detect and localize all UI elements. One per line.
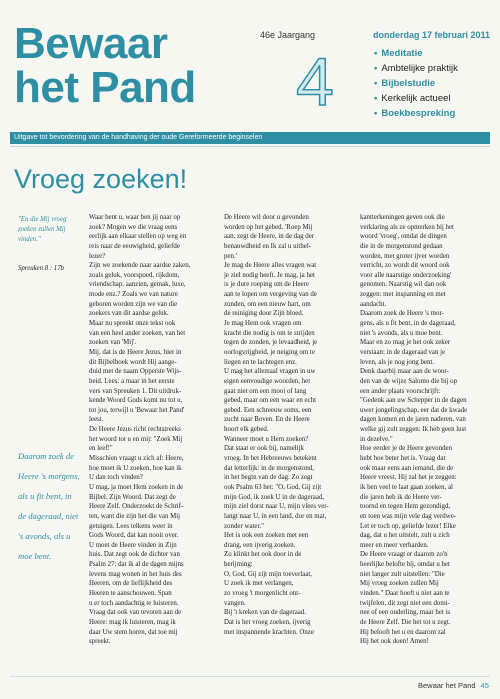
text-line: die jaren heb ik de Heere ver- [360,493,442,501]
text-line: voor alle naarstige onderzoeking' [360,271,452,279]
text-line: je ziel nodig heeft. Je mag, ja het [224,271,315,279]
text-line: Wanneer moet u Hem zoeken? [224,435,309,443]
text-line: vriendschap, aanzien, gemak, luxe, [89,281,186,289]
masthead-banner: Uitgave tot bevordering van de handhaving der oude Gereformeerde beginselen [10,132,490,144]
divider [10,146,490,147]
text-line: ik ben veel te laat gaan zoeken, al [360,483,453,491]
text-line: Heere vreest. Hij zal het je zeggen: [360,474,457,482]
text-line: hoe moet ik U zoeken, hoe kan ik [89,464,182,472]
text-line: getuigen. Lees telkens weer in [89,522,173,530]
text-line: het woord tot u en mij: "Zoek Mij [89,435,183,443]
text-line: ten, want die zijn het die van Mij [89,512,181,520]
text-line: ook Psalm 63 het: "O, God, Gij zijt [224,483,322,491]
text-line: dagen komen en de jaren naderen, van [360,416,466,424]
text-line: Waar bent u, waar ben jij naar op [89,214,181,221]
text-line: Daarom zoek de Heere 's mor- [360,310,444,318]
verse-reference: Spreuken 8 : 17b [18,265,64,272]
text-line: dat letterlijk: in de morgenstond, [224,464,315,472]
text-line: tot jou, terwijl u 'Bewaar het Pand' [89,406,185,414]
text-line: verstaan: in de dageraad van je [360,348,446,356]
text-line: zeggen: met inspanning en met [360,291,446,299]
text-line: twijfelen, dit zegt niet een domi- [360,599,450,607]
topic-item [374,106,458,121]
text-line: drang, een ijverig zoeken. [224,541,296,549]
topic-item [374,46,458,61]
text-line: toornd en tegen Hem gezondigd, [360,503,451,511]
text-line: Misschien vraagt u zich af: Heere, [89,455,184,463]
text-line: zucht naar Boven. En de Heere [224,416,310,424]
text-line: Heeren te aanschouwen. Span [89,589,172,597]
text-line: u er toch aandachtig te luisteren. [89,599,179,607]
topic-item [374,61,458,76]
topic-item [374,76,458,91]
text-line: O, God, Gij zijt mijn toeverlaat, [224,570,313,578]
article-column-3 [360,213,486,647]
article-column-2 [224,213,350,637]
bullet-icon: • [374,48,378,59]
text-line: verklaring als ze opmerken bij het [360,223,454,231]
text-line: vers van Spreuken 1. Dit uitdruk- [89,387,182,395]
text-line: Mij, dat is de Heere Jezus, hier in [89,348,182,356]
text-line: U dan toch vinden? [89,474,143,482]
text-line: Dat staat er ook bij, namelijk [224,445,304,453]
text-line: is je dure roeping om de Heere [224,281,309,289]
bullet-icon: • [374,93,378,104]
text-line: reis naar de eeuwigheid, geliefde [89,242,180,250]
issue-number: 4 [296,44,334,120]
text-line: niet langer zult uitstellen: "Die [360,570,445,578]
text-line: gebed, maar om een waar en echt [224,397,317,405]
text-line: in dezelve." [360,435,393,443]
text-line: Hij belooft het u en daarom zal [360,628,446,636]
text-line: langt naar U, in een land, dor en mat, [224,512,327,520]
topic-label: Ambtelijke praktijk [381,63,458,74]
text-line: benauwdheid en Ik zal u uithel- [224,242,312,250]
text-line: huis. Dat zegt ook de dichter van [89,551,180,559]
masthead-title-line-1: Bewaar [14,19,168,68]
text-line: leven, als je nog jong bent. [360,358,435,366]
text-line: U mag, ja moet Hem zoeken in de [89,483,184,491]
text-line: worden, met groter ijver worden [360,252,450,260]
text-line: geboren worden zijn we van die [89,300,178,308]
text-line: kende Woord Gods komt nu tot u, [89,397,183,405]
text-line: aandacht. [360,300,387,308]
text-line: Denk daarbij maar aan de woor- [360,368,449,376]
text-line: en toen was mijn vele dag verdwe- [360,512,457,520]
text-line: Zo klinkt het ook door in de [224,551,302,559]
text-line: genomen. Naarstig wil dan ook [360,281,447,289]
text-line: vinden." Daar hoeft u niet aan te [360,589,450,597]
text-line: een ander plaats voorschrijft: [360,387,441,395]
text-line: kantterkeningen geven ook die [360,214,445,221]
article-title: Vroeg zoeken! [14,164,188,194]
text-line: Mij vroeg zoeken zullen Mij [360,580,439,588]
text-line: oorlogvrijgheid, je neiging om te [224,348,315,356]
topic-label: Boekbespreking [381,108,456,119]
text-line: zoeken van 'Mij'. [89,339,137,347]
bullet-icon: • [374,78,378,89]
text-line: kracht die nodig is om te strijden [224,329,315,337]
text-line: zonder water." [224,522,264,530]
text-line: spreekt. [89,638,111,646]
text-line: duid met de naam Opperste Wijs- [89,368,182,376]
bullet-icon: • [374,108,378,119]
page-number: 45 [480,681,489,690]
text-line: uwer jongelingschap, eer dat de kwade [360,406,468,414]
text-line: meer en meer verharden. [360,541,429,549]
text-line: Zijn we zoekende naar aardse zaken, [89,262,191,270]
text-line: liegen en te lachtegen enz. [224,358,297,366]
motto-quote: "En die Mij vroeg zoeken zullen Mij vinden." [18,216,67,243]
text-line: tegen de zonden, je levaadheid, je [224,339,318,347]
topic-label: Meditatie [381,48,423,59]
text-line: dit Bijbelboek wordt Hij aange- [89,358,177,366]
text-line: zoekers van dit aardse geluk. [89,310,169,318]
text-line: leest. [89,416,104,424]
text-line: De Heere vraagt er daarom zo'n [360,551,448,559]
divider [10,676,490,677]
text-line: die in de morgenstond gedaan [360,242,443,250]
text-line: niet 's avonds, als u moe bent. [360,329,443,337]
text-line: mode enz.? Zoals we van nature [89,291,178,299]
text-line: de Heere Zelf. Die het tot u zegt. [360,618,451,626]
text-line: welke gij zult zeggen: Ik heb geen lust [360,426,467,434]
text-line: Heeren, om de lieflijkheid des [89,580,173,588]
text-line: hebt hoe beter het is. Vraag dat [360,455,446,463]
text-line: van een heel ander zoeken, van het [89,329,186,337]
masthead-title [14,19,196,112]
text-line: Hij het ook doen! Amen! [360,638,429,646]
masthead-title-line-2: het Pand [14,63,196,112]
text-line: U zoek ik met verlangen, [224,580,294,588]
text-line: heerlijke belofte bij, omdat u het [360,561,450,569]
text-line: U mag het allemaal vragen in uw [224,368,316,376]
topic-label: Bijbelstudie [381,78,436,89]
text-line: Je mag Hem ook vragen om [224,320,302,328]
text-line: Heere: mag ik luisteren, mag ik [89,618,176,626]
text-line: worden op het gebed. 'Roep Mij [224,223,313,231]
footer-publication: Bewaar het Pand [418,681,476,690]
text-line: Vraag dat ook van tevoren aan de [89,609,182,617]
text-line: den van de wijze Salomo die bij op [360,377,458,385]
text-line: in het begin van de dag. Zo zegt [224,474,313,482]
text-line: Psalm 27: dat ik al de dagen mijns [89,561,184,569]
text-line: pen.' [224,252,237,260]
text-line: heid. Lees: a maar in het eerste [89,377,175,385]
text-line: aan te lopen om vergeving van de [224,291,317,299]
text-line: levens mag wonen in het huis des [89,570,182,578]
text-line: "Gedenk aan uw Schepper in de dagen [360,397,467,405]
text-line: Bij 't kreken van de dageraad. [224,609,306,617]
text-line: zoek? Mogen we die vraag eens [89,223,178,231]
text-line: U moet de Heere vinden in Zijn [89,541,177,549]
text-line: eerlijk aan elkaar stellen op weg en [89,233,187,241]
text-line: nee of een ouderling, maar het is [360,609,451,617]
text-line: Maar en zo mag je het ook zeker [360,339,451,347]
text-line: Hoe eerder je de Heere gevonden [360,445,453,453]
text-line: mijn ziel dorst naar U, mijn vlees ver- [224,503,329,511]
bullet-icon: • [374,63,378,74]
text-line: verricht, zo wordt dit woord ook [360,262,450,270]
text-line: gens, als u fit bent, in de dageraad, [360,320,456,328]
text-line: vangen. [224,599,246,607]
text-line: de reiniging door Zijn bloed. [224,310,304,318]
page-footer [418,681,489,690]
text-line: vroeg. In het Hebreeuws betekent [224,455,317,463]
text-line: Dat is het vroeg zoeken, ijverig [224,618,311,626]
text-line: en leef!" [89,445,113,453]
topic-item [374,91,458,106]
text-line: dag, dat u het uitstelt, zult u zich [360,532,450,540]
text-line: woord 'vroeg', omdat de dingen [360,233,447,241]
text-line: hoort elk gebed. [224,426,269,434]
topic-label: Kerkelijk actueel [381,93,451,104]
text-line: Het is ook een zoeken met een [224,532,309,540]
text-line: Gods Woord, dat kan nooit over. [89,532,179,540]
text-line: De Heere Jezus richt rechtstreeks [89,426,181,434]
article-column-1 [89,213,215,647]
edition-label: 46e Jaargang [260,30,316,40]
text-line: aan, zegt de Heere, in de dag der [224,233,315,241]
issue-date: donderdag 17 februari 2011 [373,30,491,40]
text-line: Let er toch op, geliefde lezer! Elke [360,522,456,530]
pull-quote: Daarom zoek de Heere 's morgens, als u fit bent, in de dageraad, niet 's avonds, als u moe bent. [18,451,80,561]
text-line: ook maar eens aan iemand, die de [360,464,454,472]
text-line: met inspannende krachten. Onze [224,628,314,636]
text-line: Je mag de Heere alles vragen wat [224,262,317,270]
text-line: gebed. Een schreeuw soms, een [224,406,312,414]
text-line: daar Uw stem horen, dat toe mij [89,628,178,636]
text-line: De Heere wil door u gevonden [224,214,309,221]
text-line: Maar nu spreekt onze tekst ook [89,320,176,328]
text-line: eigen eenvoudige woorden, het [224,377,311,385]
text-line: zo vroeg 't morgenlicht ont- [224,589,301,597]
text-line: lezer? [89,252,106,260]
text-line: Bijbel. Zijn Woord. Dat zegt de [89,493,176,501]
text-line: mijn God, ik zoek U in de dageraad, [224,493,325,501]
text-line: zoals geluk, voorspoed, rijkdom, [89,271,180,279]
text-line: Heere Zelf. Onderzoekt de Schrif- [89,503,184,511]
text-line: gaat niet om een mooi of lang [224,387,307,395]
text-line: zonden, om een nieuw hart, om [224,300,311,308]
text-line: berijming: [224,561,253,569]
topics-list [374,46,458,121]
